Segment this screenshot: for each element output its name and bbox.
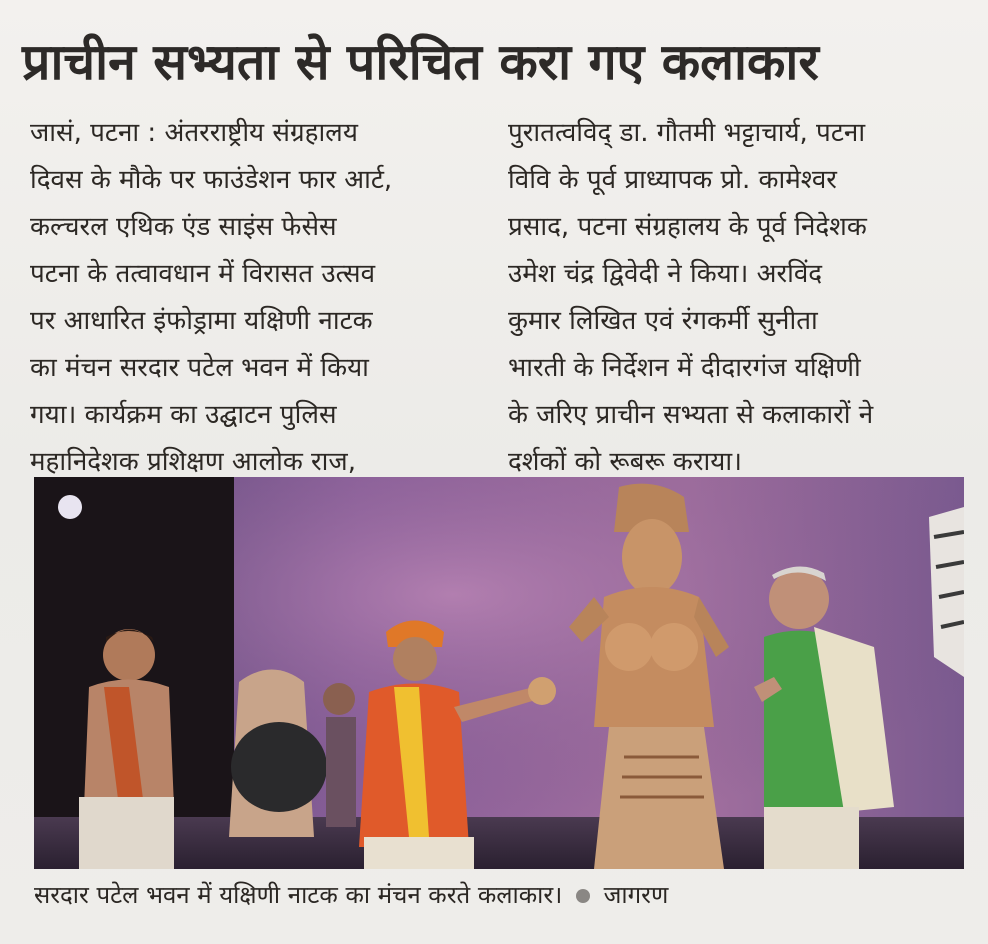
column-2-line: दर्शकों को रूबरू कराया। (508, 447, 742, 477)
column-1-line: का मंचन सरदार पटेल भवन में किया (30, 353, 369, 383)
column-1-line: महानिदेशक प्रशिक्षण आलोक राज, (30, 447, 356, 477)
credit-bullet-icon (576, 889, 590, 903)
column-1-line: कल्चरल एथिक एंड साइंस फेसेस (30, 212, 337, 242)
column-2-line: विवि के पूर्व प्राध्यापक प्रो. कामेश्वर (508, 165, 837, 195)
column-1-line: जासं, पटना : अंतरराष्ट्रीय संग्रहालय (30, 118, 358, 148)
column-1-line: दिवस के मौके पर फाउंडेशन फार आर्ट, (30, 165, 393, 195)
photo-credit: जागरण (603, 881, 669, 909)
headline: प्राचीन सभ्यता से परिचित करा गए कलाकार (22, 33, 819, 91)
column-1-line: गया। कार्यक्रम का उद्घाटन पुलिस (30, 400, 337, 430)
article-column-2 (508, 110, 958, 486)
performer-background (323, 683, 356, 827)
column-2-line: प्रसाद, पटना संग्रहालय के पूर्व निदेशक (508, 212, 867, 242)
column-2-line: के जरिए प्राचीन सभ्यता से कलाकारों ने (508, 400, 874, 430)
column-2-line: उमेश चंद्र द्विवेदी ने किया। अरविंद (508, 259, 823, 289)
caption-text: सरदार पटेल भवन में यक्षिणी नाटक का मंचन करते कलाकार। (34, 881, 563, 909)
column-2-line: पुरातत्वविद् डा. गौतमी भट्टाचार्य, पटना (508, 118, 866, 148)
article-column-1 (30, 110, 470, 486)
stage-performance-photo (34, 477, 964, 869)
column-1-line: पर आधारित इंफोड्रामा यक्षिणी नाटक (30, 306, 373, 336)
column-2-line: भारती के निर्देशन में दीदारगंज यक्षिणी (508, 353, 861, 383)
column-1-line: पटना के तत्वावधान में विरासत उत्सव (30, 259, 376, 289)
column-2-line: कुमार लिखित एवं रंगकर्मी सुनीता (508, 306, 818, 336)
photo-caption (34, 873, 964, 917)
checkered-cloth (929, 507, 964, 677)
